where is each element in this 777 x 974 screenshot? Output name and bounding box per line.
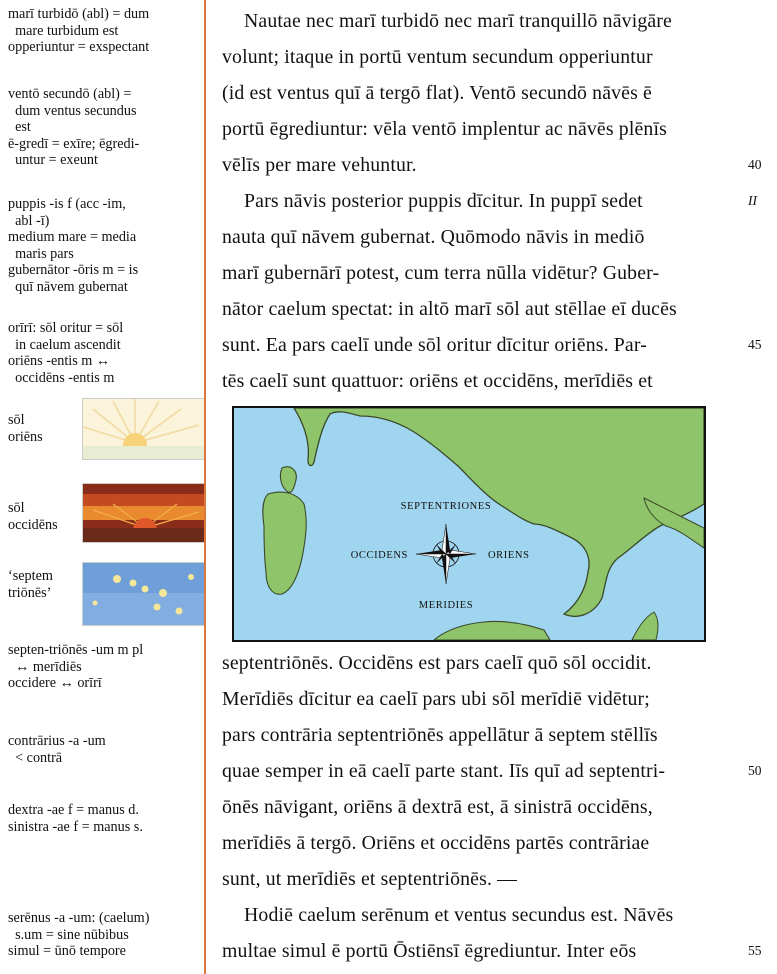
text-line: septentriōnēs. Occidēns est pars caelī quō sōl occidit.: [222, 652, 652, 674]
text-line: multae simul ē portū Ōstiēnsī ēgrediuntur. Inter eōs: [222, 940, 637, 962]
italy-compass-map: [232, 406, 706, 642]
gloss-note: puppis -is f (acc -im, abl -ī) medium mare = media maris pars gubernātor -ōris m = is quī nāvem gubernat: [8, 196, 139, 295]
text-line: sunt. Ea pars caelī unde sōl oritur dīcitur oriēns. Par-: [222, 334, 647, 356]
gloss-note: serēnus -a -um: (caelum) s.um = sine nūbibus simul = ūnō tempore: [8, 910, 150, 960]
gloss-note: ventō secundō (abl) = dum ventus secundus est ē-gredī = exīre; ēgredi- untur = exeunt: [8, 86, 140, 169]
text-line: (id est ventus quī ā tergō flat). Ventō secundō nāvēs ē: [222, 82, 652, 104]
text-line: quae semper in eā caelī parte stant. Iīs quī ad septentri-: [222, 760, 666, 782]
gloss-note: septen-triōnēs -um m pl ↔ merīdiēs occidere ↔ orīrī: [8, 642, 144, 692]
line-number: 50: [748, 763, 762, 778]
text-line: vēlīs per mare vehuntur.: [222, 154, 417, 176]
text-line: nātor caelum spectat: in altō marī sōl aut stēllae eī ducēs: [222, 298, 677, 320]
margin-divider: [204, 0, 206, 974]
text-line: Merīdiēs dīcitur ea caelī pars ubi sōl merīdiē vidētur;: [222, 688, 650, 710]
picture-label-septentriones: ‘septem triōnēs’: [8, 568, 53, 601]
land-sicily: [434, 621, 550, 640]
gloss-note: orīrī: sōl oritur = sōl in caelum ascendit oriēns -entis m ↔ occidēns -entis m: [8, 320, 124, 386]
land-sardinia: [263, 492, 306, 594]
picture-label-sunset: sōl occidēns: [8, 500, 58, 533]
text-line: pars contrāria septentriōnēs appellātur ā septem stēllīs: [222, 724, 658, 746]
line-number: 40: [748, 157, 762, 172]
sunrise-illustration-icon: [82, 398, 206, 460]
land-south-tip: [632, 612, 658, 640]
land-corsica: [280, 467, 296, 493]
text-line: volunt; itaque in portū ventum secundum opperiuntur: [222, 46, 653, 68]
text-line: Hodiē caelum serēnum et ventus secundus est. Nāvēs: [244, 904, 674, 926]
text-line: marī gubernārī potest, cum terra nūlla vidētur? Guber-: [222, 262, 660, 284]
gloss-note: contrārius -a -um < contrā: [8, 733, 106, 766]
compass-rose-icon: [416, 524, 476, 584]
text-line: merīdiēs ā tergō. Oriēns et occidēns partēs contrāriae: [222, 832, 650, 854]
text-line: sunt, ut merīdiēs et septentriōnēs. —: [222, 868, 518, 890]
line-number: 45: [748, 337, 762, 352]
constellation-illustration-icon: [82, 562, 206, 626]
line-number: II: [748, 193, 757, 208]
text-line: Pars nāvis posterior puppis dīcitur. In puppī sedet: [244, 190, 643, 212]
text-line: ōnēs nāvigant, oriēns ā dextrā est, ā sinistrā occidēns,: [222, 796, 653, 818]
compass-label-north: SEPTENTRIONES: [400, 501, 492, 512]
gloss-note: dextra -ae f = manus d. sinistra -ae f = manus s.: [8, 802, 143, 835]
gloss-note: marī turbidō (abl) = dum mare turbidum est opperiuntur = exspectant: [8, 6, 150, 56]
sunset-illustration-icon: [82, 483, 206, 543]
compass-label-south: MERIDIES: [418, 600, 474, 611]
text-line: nauta quī nāvem gubernat. Quōmodo nāvis in mediō: [222, 226, 645, 248]
text-line: Nautae nec marī turbidō nec marī tranquillō nāvigāre: [244, 10, 672, 32]
land-italy: [294, 408, 704, 616]
margin-glossary: [0, 0, 205, 974]
compass-label-east: ORIENS: [488, 550, 530, 561]
line-number: 55: [748, 943, 762, 958]
text-line: tēs caelī sunt quattuor: oriēns et occidēns, merīdiēs et: [222, 370, 653, 392]
picture-label-sunrise: sōl oriēns: [8, 412, 43, 445]
compass-label-west: OCCIDENS: [350, 550, 408, 561]
text-line: portū ēgrediuntur: vēla ventō implentur ac nāvēs plēnīs: [222, 118, 667, 140]
